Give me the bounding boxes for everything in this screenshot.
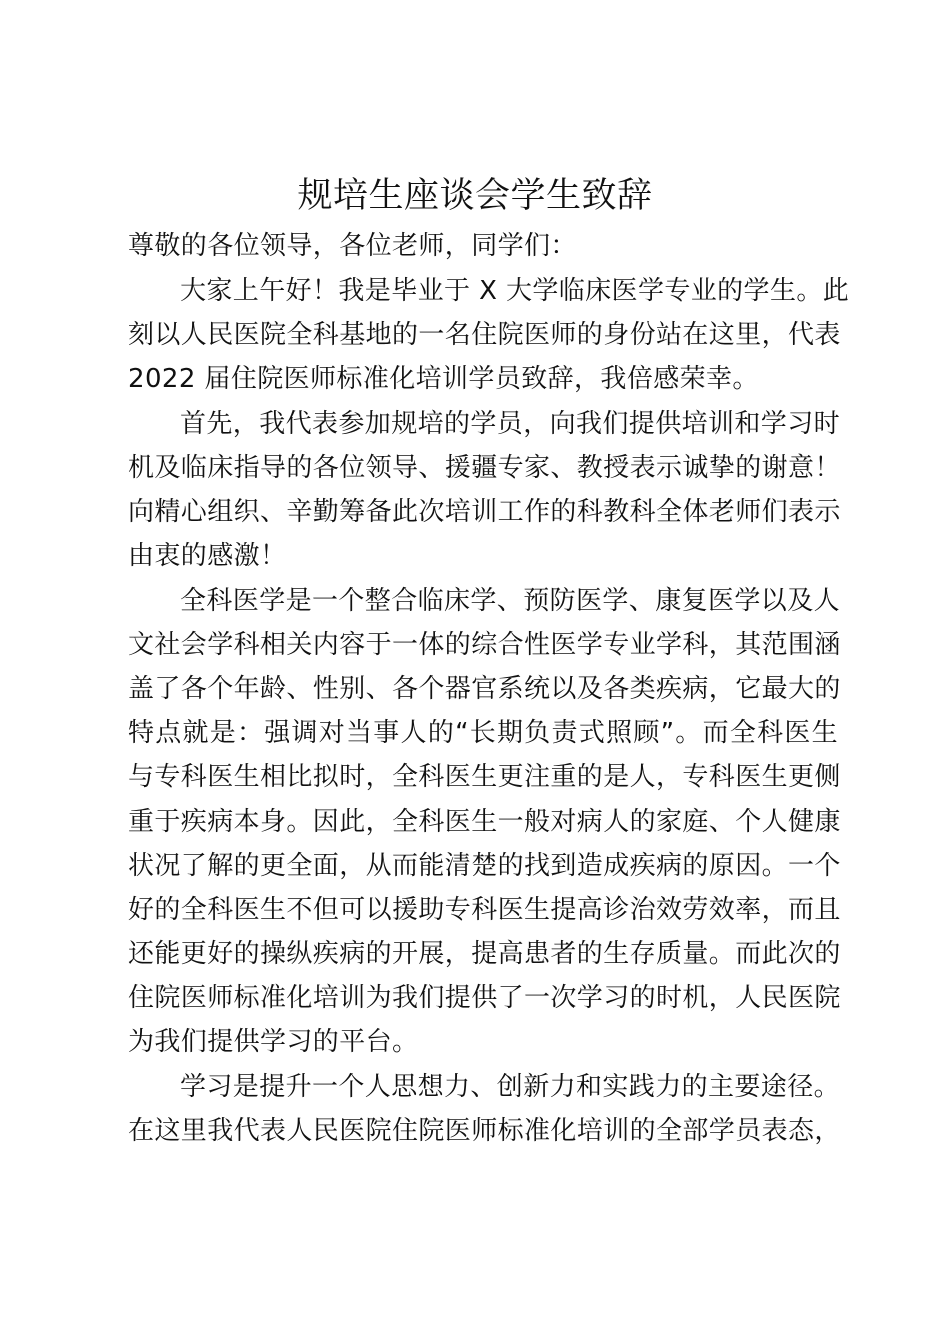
paragraph-line: 全科医学是一个整合临床学、预防医学、康复医学以及人 xyxy=(180,586,841,616)
paragraph-line: 在这里我代表人民医院住院医师标准化培训的全部学员表态， xyxy=(128,1116,841,1146)
paragraph-line: 为我们提供学习的平台。 xyxy=(128,1027,419,1057)
paragraph-line: 向精心组织、辛勤筹备此次培训工作的科教科全体老师们表示 xyxy=(128,497,841,527)
paragraph-line: 学习是提升一个人思想力、创新力和实践力的主要途径。 xyxy=(180,1072,841,1102)
salutation-line: 尊敬的各位领导，各位老师，同学们： xyxy=(128,231,577,261)
paragraph-line: 还能更好的操纵疾病的开展，提高患者的生存质量。而此次的 xyxy=(128,939,841,969)
paragraph-line: 重于疾病本身。因此，全科医生一般对病人的家庭、个人健康 xyxy=(128,807,841,837)
paragraph-line: 首先，我代表参加规培的学员，向我们提供培训和学习时 xyxy=(180,409,841,439)
paragraph-line: 盖了各个年龄、性别、各个器官系统以及各类疾病，它最大的 xyxy=(128,674,841,704)
paragraph-line: 2022 届住院医师标准化培训学员致辞，我倍感荣幸。 xyxy=(128,364,759,394)
paragraph-line: 文社会学科相关内容于一体的综合性医学专业学科，其范围涵 xyxy=(128,630,841,660)
paragraph-line: 状况了解的更全面，从而能清楚的找到造成疾病的原因。一个 xyxy=(128,851,841,881)
paragraph-line: 机及临床指导的各位领导、援疆专家、教授表示诚挚的谢意！ xyxy=(128,453,841,483)
paragraph-line: 刻以人民医院全科基地的一名住院医师的身份站在这里，代表 xyxy=(128,320,841,350)
paragraph-line: 住院医师标准化培训为我们提供了一次学习的时机，人民医院 xyxy=(128,983,841,1013)
paragraph-line: 特点就是：强调对当事人的“长期负责式照顾”。而全科医生 xyxy=(128,718,838,748)
paragraph-line: 大家上午好！我是毕业于 X 大学临床医学专业的学生。此 xyxy=(180,276,850,306)
paragraph-line: 由衷的感激！ xyxy=(128,541,287,571)
paragraph-line: 与专科医生相比拟时，全科医生更注重的是人，专科医生更侧 xyxy=(128,762,841,792)
document-title: 规培生座谈会学生致辞 xyxy=(297,176,653,216)
paragraph-line: 好的全科医生不但可以援助专科医生提高诊治效劳效率，而且 xyxy=(128,895,841,925)
